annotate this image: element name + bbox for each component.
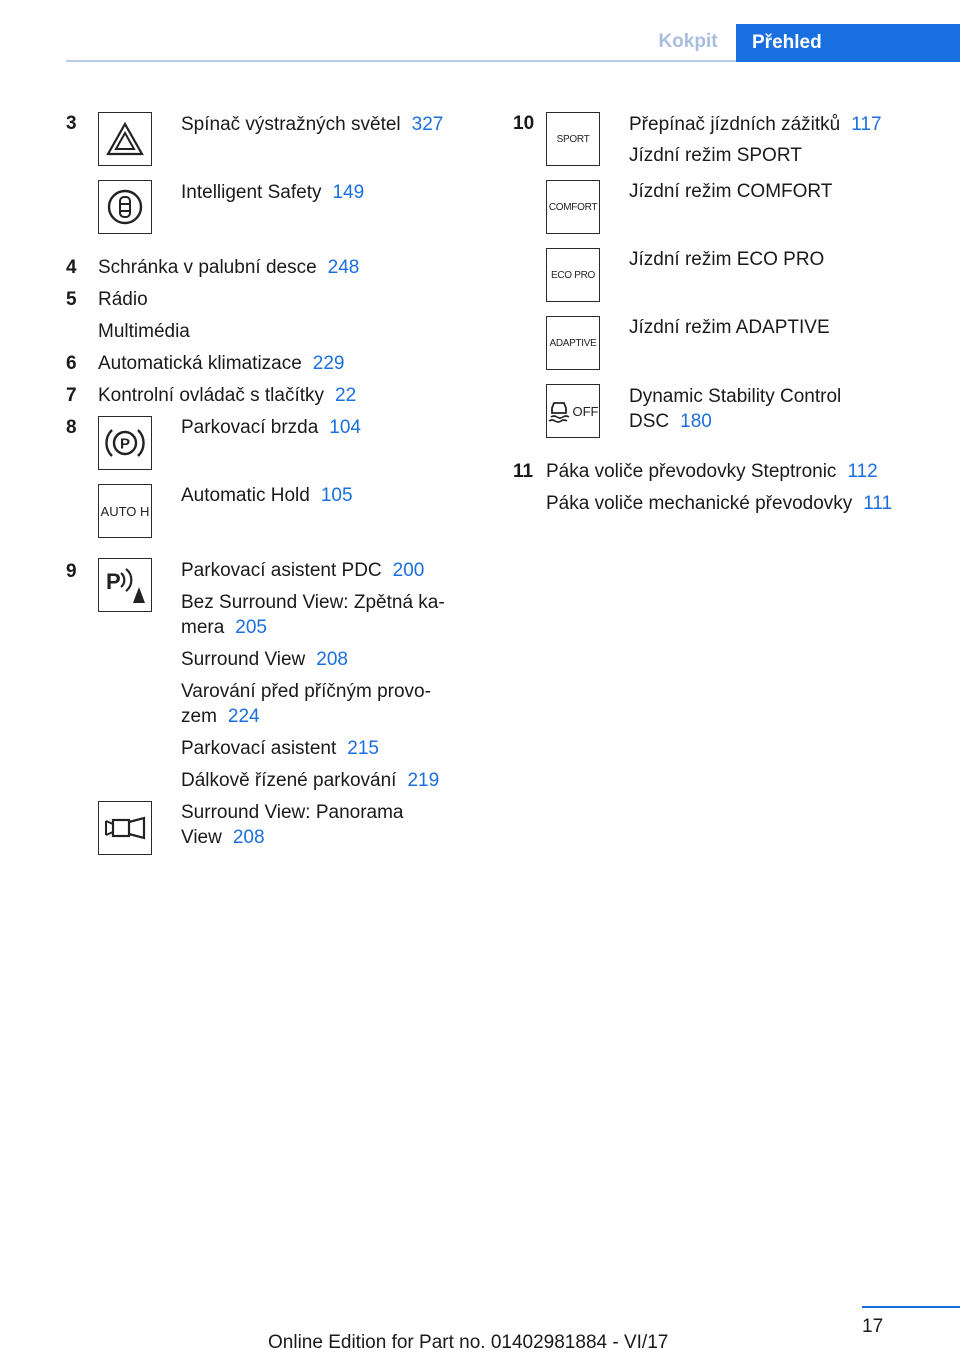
pdc-entry: Parkovací asistent PDC 200 — [181, 560, 425, 581]
intelligent-safety-icon — [98, 180, 152, 234]
rear-camera-entry: Bez Surround View: Zpětná ka-mera 205 — [181, 592, 445, 638]
page-ref-link[interactable]: 22 — [335, 385, 357, 406]
item-number-10: 10 — [513, 113, 535, 134]
page-ref-link[interactable]: 215 — [347, 738, 379, 759]
manual-gear-entry: Páka voliče mechanické převodovky 111 — [546, 493, 893, 514]
comfort-mode-icon: COMFORT — [546, 180, 600, 234]
page-ref-link[interactable]: 219 — [407, 770, 440, 791]
sport-mode-entry: Jízdní režim SPORT — [629, 145, 802, 166]
surround-view-entry: Surround View 208 — [181, 649, 348, 670]
page-ref-link[interactable]: 229 — [312, 353, 345, 374]
panorama-view-entry: Surround View: Panorama View 208 — [181, 802, 404, 848]
eco-pro-mode-icon: ECO PRO — [546, 248, 600, 302]
panorama-view-icon — [98, 801, 152, 855]
item-number-11: 11 — [513, 461, 534, 482]
dsc-off-icon: OFF — [546, 384, 600, 438]
item-number-3: 3 — [66, 113, 77, 134]
edition-footer: Online Edition for Part no. 01402981884 - VI/17 — [268, 1332, 669, 1353]
tab-kokpit[interactable]: Kokpit — [658, 31, 718, 52]
page-ref-link[interactable]: 248 — [327, 257, 360, 278]
climate-entry: Automatická klimatizace 229 — [98, 353, 345, 374]
intelligent-safety-entry: Intelligent Safety 149 — [181, 182, 365, 203]
comfort-mode-entry: Jízdní režim COMFORT — [629, 181, 833, 202]
cross-traffic-entry: Varování před příčným provo-zem 224 — [181, 681, 431, 727]
remote-parking-entry: Dálkově řízené parkování 219 — [181, 770, 440, 791]
page-ref-link[interactable]: 327 — [411, 114, 444, 135]
tab-prehled[interactable]: Přehled — [736, 24, 960, 62]
auto-hold-entry: Automatic Hold 105 — [181, 485, 353, 506]
page-number: 17 — [862, 1316, 884, 1337]
park-assist-entry: Parkovací asistent 215 — [181, 738, 379, 759]
steptronic-entry: Páka voliče převodovky Steptronic 112 — [546, 461, 878, 482]
parking-brake-entry: Parkovací brzda 104 — [181, 417, 361, 438]
page-ref-link[interactable]: 105 — [320, 485, 353, 506]
page-ref-link[interactable]: 111 — [863, 493, 893, 514]
svg-text:P: P — [119, 435, 131, 453]
item-number-8: 8 — [66, 417, 77, 438]
page-ref-link[interactable]: 104 — [329, 417, 361, 438]
svg-text:P: P — [106, 569, 121, 594]
controller-entry: Kontrolní ovládač s tlačítky 22 — [98, 385, 357, 406]
drive-switch-entry: Přepínač jízdních zážitků 117 — [629, 114, 882, 135]
page-ref-link[interactable]: 149 — [332, 182, 365, 203]
page-ref-link[interactable]: 205 — [235, 617, 267, 638]
item-number-4: 4 — [66, 257, 77, 278]
page-ref-link[interactable]: 224 — [227, 706, 260, 727]
sport-mode-icon: SPORT — [546, 112, 600, 166]
item-number-9: 9 — [66, 561, 77, 582]
item-number-7: 7 — [66, 385, 77, 406]
eco-pro-mode-entry: Jízdní režim ECO PRO — [629, 249, 825, 270]
multimedia-entry: Multimédia — [98, 321, 190, 342]
item-number-6: 6 — [66, 353, 77, 374]
glovebox-entry: Schránka v palubní desce 248 — [98, 257, 360, 278]
hazard-lights-entry: Spínač výstražných světel 327 — [181, 114, 444, 135]
page-ref-link[interactable]: 180 — [680, 411, 712, 432]
item-number-5: 5 — [66, 289, 77, 310]
adaptive-mode-entry: Jízdní režim ADAPTIVE — [629, 317, 830, 338]
page-ref-link[interactable]: 117 — [851, 114, 882, 135]
radio-entry: Rádio — [98, 289, 148, 310]
auto-hold-icon: AUTO H — [98, 484, 152, 538]
footer-rule — [862, 1306, 960, 1308]
page-ref-link[interactable]: 208 — [316, 649, 348, 670]
hazard-warning-icon — [98, 112, 152, 166]
page-ref-link[interactable]: 200 — [392, 560, 425, 581]
parking-brake-icon — [98, 416, 152, 470]
page-ref-link[interactable]: 208 — [232, 827, 265, 848]
adaptive-mode-icon: ADAPTIVE — [546, 316, 600, 370]
page-ref-link[interactable]: 112 — [847, 461, 878, 482]
pdc-parking-icon — [98, 558, 152, 612]
dsc-entry: Dynamic Stability Control DSC 180 — [629, 386, 842, 432]
